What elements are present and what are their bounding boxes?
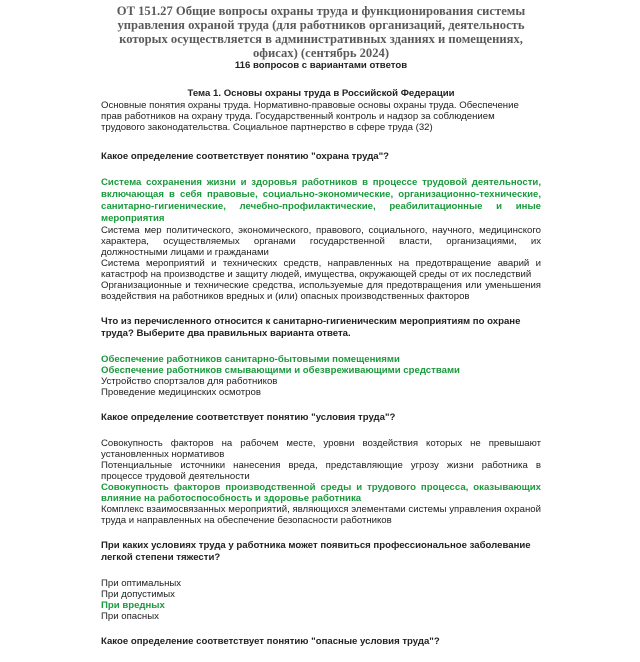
question-text: Какое определение соответствует понятию "условия труда"? [101,412,396,423]
answer-option: При допустимых [101,589,175,600]
answer-option: Потенциальные источники нанесения вреда, представляющие угрозу жизни работника в процессе трудовой деятельности [101,460,541,482]
answer-option: Проведение медицинских осмотров [101,387,261,398]
answer-option: Система мер политического, экономического, правового, социального, научного, медицинского характера, осуществляемых органами государственной власти, организациями, их должностными лицами и гражданами [101,225,541,258]
question-text: При каких условиях труда у работника может появиться профессиональное заболевание легкой степени тяжести? [101,540,531,563]
question-text: Что из перечисленного относится к санитарно-гигиеническим мероприятиям по охране труда? Выберите два правильных варианта ответа. [101,316,521,339]
answer-list [101,438,541,526]
answer-option: Организационные и технические средства, используемые для предотвращения или уменьшения воздействия на работников вредных и (или) опасных производственных факторов [101,280,541,302]
topic-title: Тема 1. Основы охраны труда в Российской Федерации [187,88,455,99]
question-text: Какое определение соответствует понятию "опасные условия труда"? [101,636,440,647]
question-text: Какое определение соответствует понятию "охрана труда"? [101,151,390,162]
answer-list [101,354,541,398]
answer-option: Система мероприятий и технических средств, направленных на предотвращение аварий и катастроф на производстве и защиту людей, имущества, окружающей среды от их последствий [101,258,541,280]
document-content [101,4,541,662]
document-title: ОТ 151.27 Общие вопросы охраны труда и функционирования системы управления охраной труда (для работников организаций, деятельность которых осуществляется в административных зданиях и помещениях, офисах) (сентябрь 2024) [116,4,526,60]
answer-option: Комплекс взаимосвязанных мероприятий, являющихся элементами системы управления охраной труда и направленных на обеспечение безопасности работников [101,504,541,526]
answer-list [101,177,541,302]
answer-option-correct: Обеспечение работников смывающими и обезвреживающими средствами [101,365,460,376]
answer-option-correct: Обеспечение работников санитарно-бытовыми помещениями [101,354,400,365]
answer-option-correct: Совокупность факторов производственной среды и трудового процесса, оказывающих влияние на работоспособность и здоровье работника [101,482,541,504]
answer-option: Совокупность факторов на рабочем месте, уровни воздействия которых не превышают установленных нормативов [101,438,541,460]
document-subtitle: 116 вопросов с вариантами ответов [234,60,408,71]
answer-option-correct: При вредных [101,600,165,611]
answer-option: При оптимальных [101,578,182,589]
answer-list [101,578,541,622]
answer-option: При опасных [101,611,159,622]
answer-option-correct: Система сохранения жизни и здоровья работников в процессе трудовой деятельности, включающая в себя правовые, социально-экономические, организационно-технические, санитарно-гигиенические, лечебно-профилактические, реабилитационные и иные мероприятия [101,177,541,224]
topic-description: Основные понятия охраны труда. Нормативно-правовые основы охраны труда. Обеспечение прав работников на охрану труда. Государственный контроль и надзор за соблюдением трудового законодательства. Социальное партнерство в сфере труда (32) [101,100,519,133]
answer-option: Устройство спортзалов для работников [101,376,278,387]
